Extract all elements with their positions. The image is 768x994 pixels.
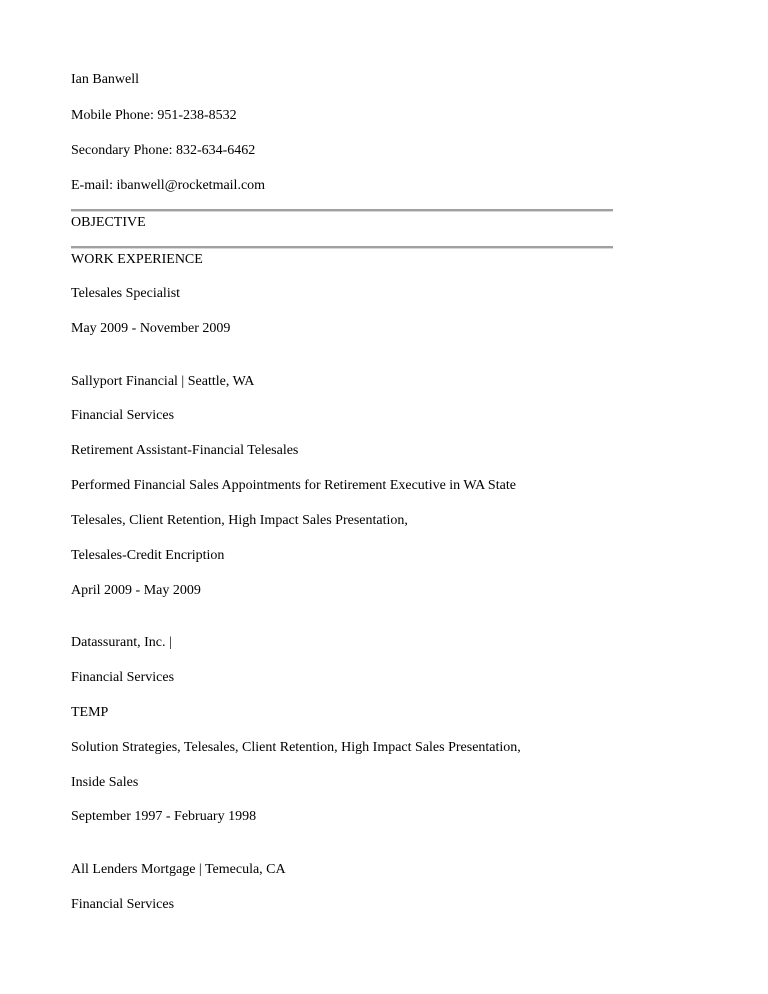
job-description: Performed Financial Sales Appointments for Retirement Executive in WA State bbox=[71, 478, 516, 493]
job-dates: April 2009 - May 2009 bbox=[71, 583, 201, 598]
job-company: All Lenders Mortgage | Temecula, CA bbox=[71, 862, 286, 877]
secondary-phone: Secondary Phone: 832-634-6462 bbox=[71, 143, 256, 158]
objective-heading: OBJECTIVE bbox=[71, 215, 146, 230]
job-skills: Telesales, Client Retention, High Impact Sales Presentation, bbox=[71, 513, 408, 528]
job-industry: Financial Services bbox=[71, 408, 175, 423]
section-divider bbox=[71, 209, 613, 212]
job-role: TEMP bbox=[71, 705, 109, 720]
job-skills-continued: Telesales-Credit Encription bbox=[71, 548, 225, 563]
work-experience-heading: WORK EXPERIENCE bbox=[71, 252, 203, 267]
job-company: Sallyport Financial | Seattle, WA bbox=[71, 374, 255, 389]
job-title: Telesales Specialist bbox=[71, 286, 181, 301]
job-industry: Financial Services bbox=[71, 897, 175, 912]
job-skills: Solution Strategies, Telesales, Client Retention, High Impact Sales Presentation, bbox=[71, 740, 521, 755]
job-skills-continued: Inside Sales bbox=[71, 775, 139, 790]
job-dates: May 2009 - November 2009 bbox=[71, 321, 231, 336]
email-address: E-mail: ibanwell@rocketmail.com bbox=[71, 178, 266, 193]
candidate-name: Ian Banwell bbox=[71, 72, 140, 87]
mobile-phone: Mobile Phone: 951-238-8532 bbox=[71, 108, 237, 123]
job-role: Retirement Assistant-Financial Telesales bbox=[71, 443, 299, 458]
job-dates: September 1997 - February 1998 bbox=[71, 809, 257, 824]
job-company: Datassurant, Inc. | bbox=[71, 635, 172, 650]
job-industry: Financial Services bbox=[71, 670, 175, 685]
section-divider bbox=[71, 246, 613, 249]
